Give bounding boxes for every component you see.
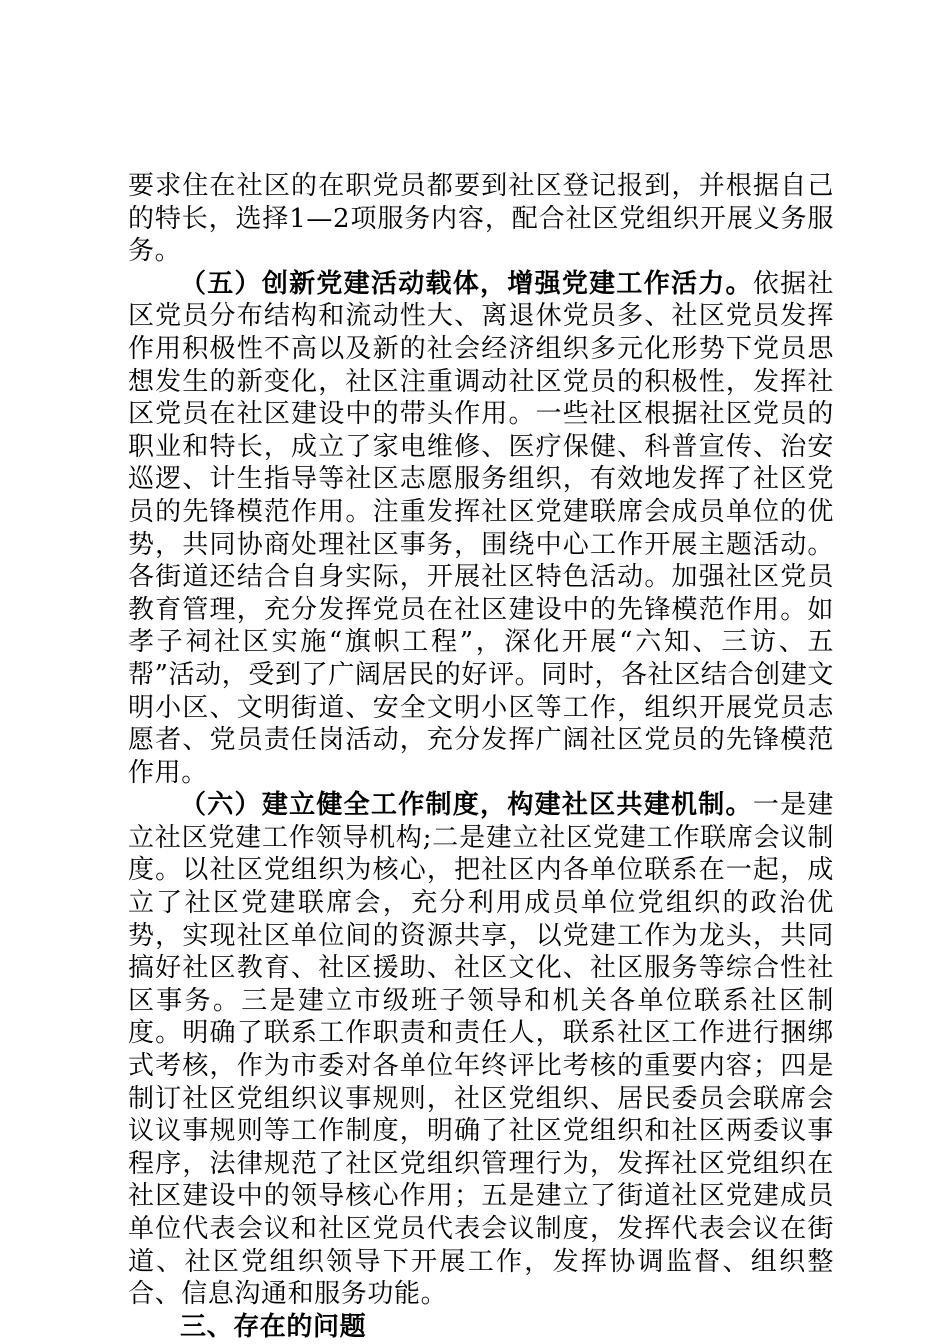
paragraph-continuation	[128, 170, 834, 268]
section-6-body: 一是建立社区党建工作领导机构;二是建立社区党建工作联席会议制度。以社区党组织为核心，把社区内各单位联系在一起，成立了社区党建联席会，充分利用成员单位党组织的政治优势，实现社区单位间的资源共享，以党建工作为龙头，共同搞好社区教育、社区援助、社区文化、社区服务等综合性社区事务。三是建立市级班子领导和机关各单位联系社区制度。明确了联系工作职责和责任人，联系社区工作进行捆绑式考核，作为市委对各单位年终评比考核的重要内容；四是制订社区党组织议事规则，社区党组织、居民委员会联席会议议事规则等工作制度，明确了社区党组织和社区两委议事程序，法律规范了社区党组织管理行为，发挥社区党组织在社区建设中的领导核心作用；五是建立了街道社区党建成员单位代表会议和社区党员代表会议制度，发挥代表会议在街道、社区党组织领导下开展工作，发挥协调监督、组织整合、信息沟通和服务功能。	[128, 790, 834, 1310]
section-6-lead: （六）建立健全工作制度，构建社区共建机制。	[180, 790, 753, 821]
paragraph-section-6	[128, 789, 834, 1311]
section-5-lead: （五）创新党建活动载体，增强党建工作活力。	[180, 268, 753, 299]
paragraph-section-5	[128, 268, 834, 790]
document-body	[128, 170, 834, 1343]
section-heading-problems: 三、存在的问题	[180, 1311, 367, 1342]
section-5-body: 依据社区党员分布结构和流动性大、离退休党员多、社区党员发挥作用积极性不高以及新的社会经济组织多元化形势下党员思想发生的新变化，社区注重调动社区党员的积极性，发挥社区党员在社区建设中的带头作用。一些社区根据社区党员的职业和特长，成立了家电维修、医疗保健、科普宣传、治安巡逻、计生指导等社区志愿服务组织，有效地发挥了社区党员的先锋模范作用。注重发挥社区党建联席会成员单位的优势，共同协商处理社区事务，围绕中心工作开展主题活动。各街道还结合自身实际，开展社区特色活动。加强社区党员教育管理，充分发挥党员在社区建设中的先锋模范作用。如孝子祠社区实施“旗帜工程”，深化开展“六知、三访、五帮”活动，受到了广阔居民的好评。同时，各社区结合创建文明小区、文明街道、安全文明小区等工作，组织开展党员志愿者、党员责任岗活动，充分发挥广阔社区党员的先锋模范作用。	[128, 268, 834, 788]
paragraph-body: 要求住在社区的在职党员都要到社区登记报到，并根据自己的特长，选择1—2项服务内容，配合社区党组织开展义务服务。	[128, 171, 834, 267]
